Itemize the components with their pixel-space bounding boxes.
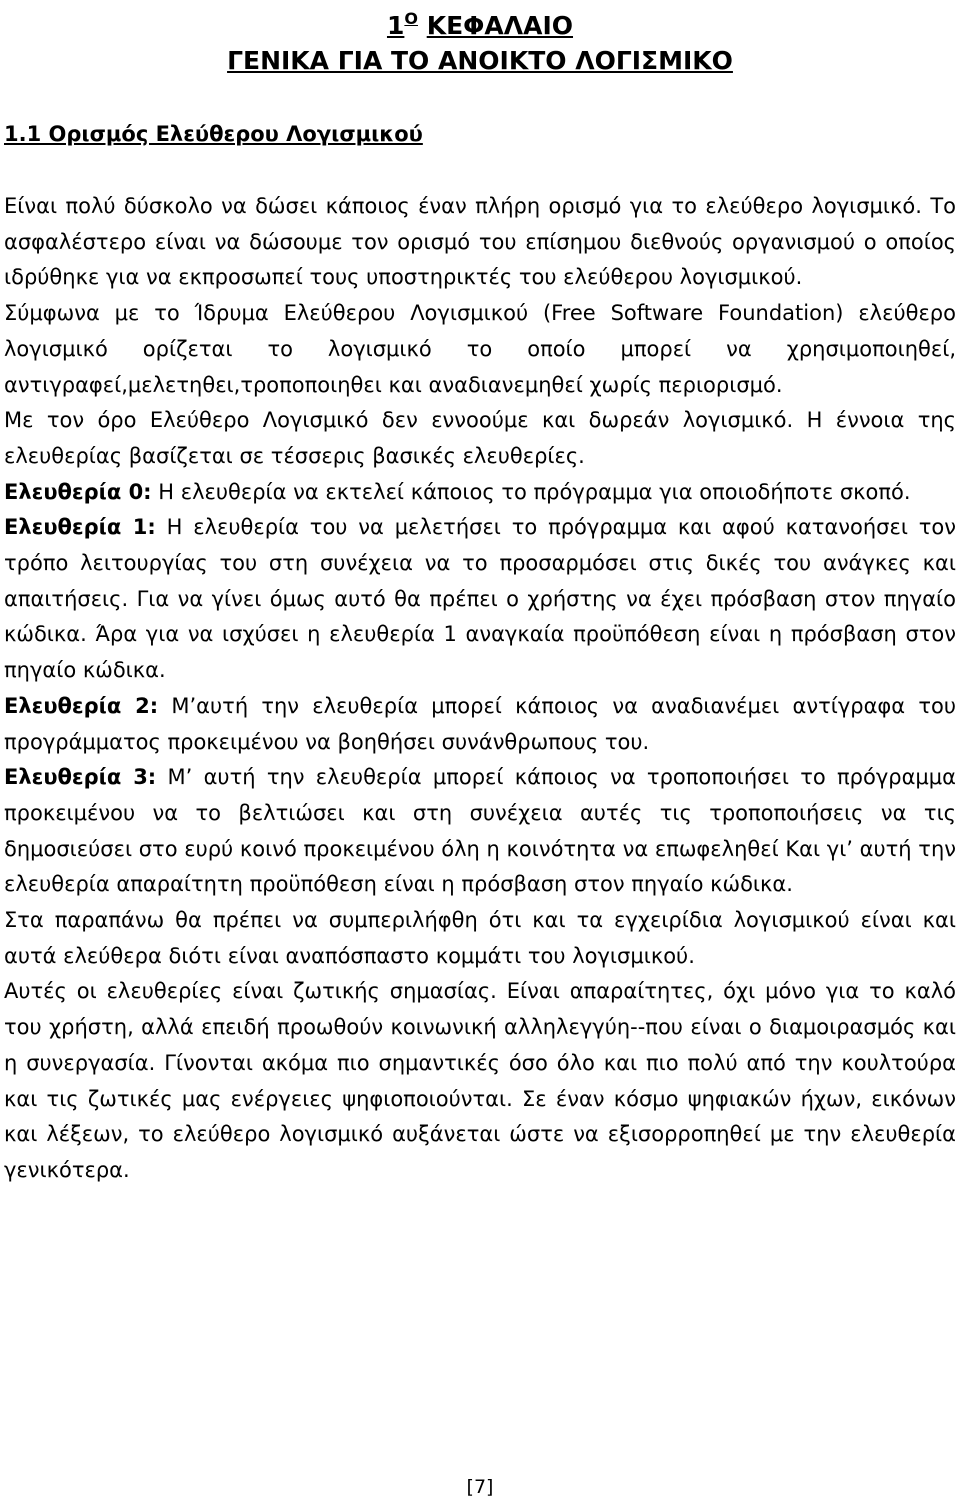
paragraph-importance: Αυτές οι ελευθερίες είναι ζωτικής σημασίας. Είναι απαραίτητες, όχι μόνο για το καλό του χρήστη, αλλά επειδή προωθούν κοινωνική αλληλεγγύη--που είναι ο διαμοιρασμός και η συνεργασία. Γίνονται ακόμα πιο σημαντικές όσο όλο και πιο πολύ από την κουλτούρα και τις ζωτικές μας ενέργειες ψηφιοποιούνται. Σε έναν κόσμο ψηφιακών ήχων, εικόνων και λέξεων, το ελεύθερο λογισμικό αυξάνεται ώστε να εξισορροπηθεί με την ελευθερία γενικότερα. [4,979,956,1182]
page-number: [7] [466,1476,494,1498]
chapter-title: ΓΕΝΙΚΑ ΓΙΑ ΤΟ ΑΝΟΙΚΤΟ ΛΟΓΙΣΜΙΚΟ [227,46,733,75]
paragraph-freedom-2 [4,689,956,760]
body-text [4,189,956,1189]
paragraph-conclusion: Στα παραπάνω θα πρέπει να συμπεριλήφθη ότι και τα εγχειρίδια λογισμικού είναι και αυτά ελεύθερα διότι είναι αναπόσπαστο κομμάτι του λογισμικού. [4,908,956,968]
freedom-3-label: Ελευθερία 3: [4,765,157,790]
freedom-3-text: Μ’ αυτή την ελευθερία μπορεί κάποιος να τροποποιήσει το πρόγραμμα προκειμένου να το βελτιώσει και στη συνέχεια αυτές τις τροποποιήσεις να τις δημοσιεύσει στο ευρύ κοινό προκειμένου όλη η κοινότητα να επωφεληθεί Και γι’ αυτή την ελευθερία απαραίτητη προϋπόθεση είναι η πρόσβαση στον πηγαίο κώδικα. [4,765,956,897]
chapter-word: ΚΕΦΑΛΑΙΟ [426,11,574,40]
paragraph-freedom-3 [4,760,956,903]
chapter-number: 1 [386,11,405,40]
freedom-0-text: Η ελευθερία να εκτελεί κάποιος το πρόγραμμα για οποιοδήποτε σκοπό. [151,479,911,504]
chapter-number-heading [0,2,960,43]
freedom-0-label: Ελευθερία 0: [4,479,152,504]
freedom-1-text: Η ελευθερία του να μελετήσει το πρόγραμμα και αφού κατανοήσει τον τρόπο λειτουργίας του στη συνέχεια να το προσαρμόσει στις δικές του ανάγκες και απαιτήσεις. Για να γίνει όμως αυτό θα πρέπει ο χρήστης να έχει πρόσβαση στον πηγαίο κώδικα. Άρα για να ισχύσει η ελευθερία 1 αναγκαία προϋπόθεση είναι η πρόσβαση στον πηγαίο κώδικα. [4,515,956,683]
paragraph-freedom-1 [4,510,956,689]
freedom-2-label: Ελευθερία 2: [4,693,159,718]
paragraph-intro: Είναι πολύ δύσκολο να δώσει κάποιος έναν πλήρη ορισμό για το ελεύθερο λογισμικό. Το ασφαλέστερο είναι να δώσουμε τον ορισμό του επίσημου διεθνούς οργανισμού ο οποίος ιδρύθηκε για να εκπροσωπεί τους υποστηρικτές του ελεύθερου λογισμικού. [4,194,956,290]
freedom-1-label: Ελευθερία 1: [4,515,156,540]
chapter-number-superscript: Ο [404,9,418,28]
section-title: 1.1 Ορισμός Ελεύθερου Λογισμικού [4,122,423,146]
paragraph-not-free-beer: Με τον όρο Ελεύθερο Λογισμικό δεν εννοούμε και δωρεάν λογισμικό. Η έννοια της ελευθερίας βασίζεται σε τέσσερις βασικές ελευθερίες. [4,408,956,468]
paragraph-freedom-0 [4,475,956,511]
paragraph-fsf-definition: Σύμφωνα με το Ίδρυμα Ελεύθερου Λογισμικού (Free Software Foundation) ελεύθερο λογισμικό ορίζεται το λογισμικό το οποίο μπορεί να χρησιμοποιηθεί, αντιγραφεί,μελετηθει,τροποποιηθει και αναδιανεμηθεί χωρίς περιορισμό. [4,301,956,397]
freedom-2-text: Μ’αυτή την ελευθερία μπορεί κάποιος να αναδιανέμει αντίγραφα του προγράμματος προκειμένου να βοηθήσει συνάνθρωπους του. [4,693,956,754]
